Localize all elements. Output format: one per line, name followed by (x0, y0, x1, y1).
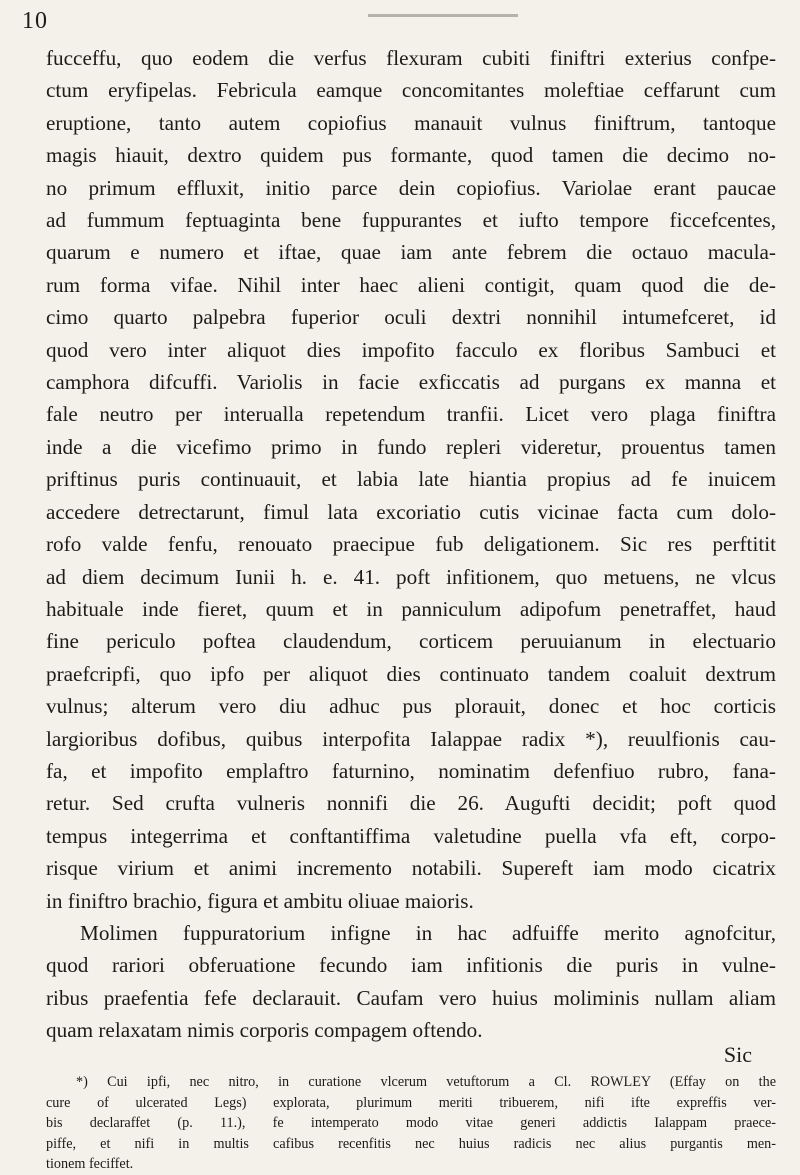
text-line: camphora difcuffi. Variolis in facie exficcatis ad purgans ex manna et (46, 370, 776, 395)
text-line: piffe, et nifi in multis cafibus recenfitis nec huius radicis nec alius purgantis men- (46, 1135, 776, 1152)
text-line: tionem feciffet. (46, 1156, 134, 1173)
text-line: fucceffu, quo eodem die verfus flexuram cubiti finiftri exterius confpe- (46, 46, 776, 70)
text-line: inde a die vicefimo primo in fundo repleri videretur, prouentus tamen (46, 434, 776, 459)
text-line: quarum e numero et iftae, quae iam ante febrem die octauo macula- (46, 240, 776, 265)
text-line: quam relaxatam nimis corporis compagem oftendo. (46, 1018, 483, 1043)
text-line: ribus praefentia fefe declarauit. Caufam vero huius moliminis nullam aliam (46, 985, 776, 1010)
paragraph (46, 917, 776, 1047)
text-line: largioribus dofibus, quibus interpofita Ialappae radix *), reuulfionis cau- (46, 726, 776, 751)
text-line: bis declaraffet (p. 11.), fe intemperato modo vitae generi addictis Ialappam praece- (46, 1115, 776, 1132)
text-line: ad diem decimum Iunii h. e. 41. poft infitionem, quo metuens, ne vlcus (46, 564, 776, 589)
text-line: priftinus puris continuauit, et labia late hiantia propius ad fe inuicem (46, 467, 776, 492)
text-line: fale neutro per interualla repetendum tranfii. Licet vero plaga finiftra (46, 402, 776, 427)
text-line: habituale inde fieret, quum et in panniculum adipofum penetraffet, haud (46, 596, 776, 621)
text-line: no primum effluxit, initio parce dein copiofius. Variolae erant paucae (46, 175, 776, 200)
footnote (46, 1072, 776, 1175)
main-text (46, 42, 776, 1047)
text-line: rofo valde fenfu, renouato praecipue fub deligationem. Sic res perftitit (46, 532, 776, 557)
text-line: vulnus; alterum vero diu adhuc pus plorauit, donec et hoc corticis (46, 694, 776, 719)
paragraph (46, 42, 776, 917)
catchword: Sic (723, 1042, 752, 1067)
text-line: in finiftro brachio, figura et ambitu oliuae maioris. (46, 888, 474, 913)
text-line: quod vero inter aliquot dies impofito facculo ex floribus Sambuci et (46, 337, 776, 362)
text-line: magis hiauit, dextro quidem pus formante, quod tamen die decimo no- (46, 143, 776, 168)
text-line: eruptione, tanto autem copiofius manauit vulnus finiftrum, tantoque (46, 110, 776, 135)
text-line: fine periculo poftea claudendum, corticem peruuianum in electuario (46, 629, 776, 654)
text-line: Molimen fuppuratorium infigne in hac adfuiffe merito agnofcitur, (80, 920, 776, 945)
text-line: quod rariori obferuatione fecundo iam infitionis die puris in vulne- (46, 953, 776, 978)
text-line: ctum eryfipelas. Febricula eamque concomitantes moleftiae ceffarunt cum (46, 78, 776, 103)
text-line: *) Cui ipfi, nec nitro, in curatione vlcerum vetuftorum a Cl. ROWLEY (Effay on the (76, 1074, 776, 1090)
text-line: risque virium et animi incremento notabili. Supereft iam modo cicatrix (46, 856, 776, 881)
text-line: accedere detrectarunt, fimul lata excoriatio cutis vicinae facta cum dolo- (46, 499, 776, 524)
text-line: tempus integerrima et conftantiffima valetudine puella vfa eft, corpo- (46, 823, 776, 848)
header-rule (368, 14, 518, 17)
text-line: rum forma vifae. Nihil inter haec alieni contigit, quam quod die de- (46, 272, 776, 297)
text-line: cure of ulcerated Legs) explorata, plurimum meriti tribuerem, nifi ifte expreffis ver- (46, 1094, 776, 1111)
text-line: fa, et impofito emplaftro faturnino, nominatim defenfiuo rubro, fana- (46, 758, 776, 783)
text-line: praefcripfi, quo ipfo per aliquot dies continuato tandem coaluit dextrum (46, 661, 776, 686)
text-line: cimo quarto palpebra fuperior oculi dextri nonnihil intumefceret, id (46, 305, 776, 330)
text-line: ad fummum feptuaginta bene fuppurantes et iufto tempore ficcefcentes, (46, 208, 776, 233)
text-line: retur. Sed crufta vulneris nonnifi die 26. Augufti decidit; poft quod (46, 791, 776, 816)
page-number: 10 (22, 8, 48, 34)
